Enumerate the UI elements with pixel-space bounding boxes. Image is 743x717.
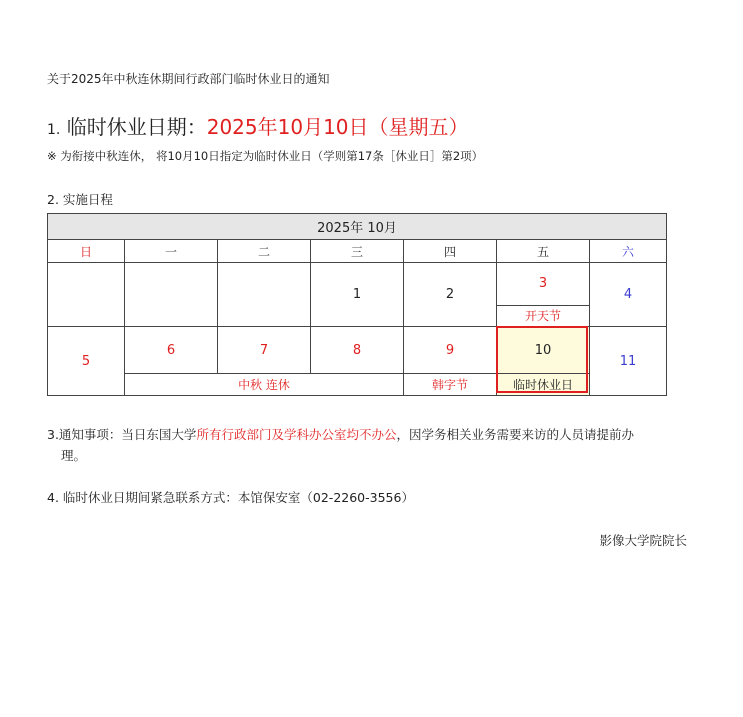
holiday-label-gaecheonjeol: 开天节 bbox=[497, 305, 590, 327]
temporary-closure-label: 临时休业日 bbox=[497, 374, 590, 396]
day-3: 3 bbox=[497, 263, 590, 305]
weekday-sun: 日 bbox=[48, 239, 125, 263]
holiday-label-chuseok: 中秋 连休 bbox=[125, 374, 404, 396]
notice-suffix: ，因学务相关业务需要来访的人员请提前办 bbox=[396, 427, 634, 442]
day-empty bbox=[218, 263, 311, 327]
notice-prefix: 3.通知事项：当日东国大学 bbox=[47, 427, 197, 442]
calendar-table bbox=[47, 213, 667, 396]
day-empty bbox=[125, 263, 218, 327]
weekday-fri: 五 bbox=[497, 239, 590, 263]
calendar-month-title: 2025年 10月 bbox=[48, 214, 667, 240]
weekday-tue: 二 bbox=[218, 239, 311, 263]
day-6: 6 bbox=[125, 327, 218, 374]
closure-date: 2025年10月10日（星期五） bbox=[206, 115, 469, 139]
document-title: 关于2025年中秋连休期间行政部门临时休业日的通知 bbox=[47, 72, 330, 86]
day-8: 8 bbox=[311, 327, 404, 374]
day-1: 1 bbox=[311, 263, 404, 327]
day-9: 9 bbox=[404, 327, 497, 374]
section-4-contact: 4. 临时休业日期间紧急联系方式：本馆保安室（02-2260-3556） bbox=[47, 490, 414, 505]
day-11: 11 bbox=[590, 327, 667, 396]
note-text: ※ 为衔接中秋连休， 将10月10日指定为临时休业日（学则第17条［休业日］第2项） bbox=[47, 149, 484, 163]
section-1-label: 临时休业日期： bbox=[66, 115, 207, 139]
weekday-thu: 四 bbox=[404, 239, 497, 263]
weekday-wed: 三 bbox=[311, 239, 404, 263]
signature: 影像大学院院长 bbox=[599, 533, 687, 548]
notice-highlight: 所有行政部门及学科办公室均不办公 bbox=[196, 427, 397, 442]
day-7: 7 bbox=[218, 327, 311, 374]
section-2-heading: 2. 实施日程 bbox=[47, 192, 113, 207]
weekday-sat: 六 bbox=[590, 239, 667, 263]
calendar bbox=[47, 213, 666, 396]
day-10: 10 bbox=[497, 327, 590, 374]
day-5: 5 bbox=[48, 327, 125, 396]
section-3-notice bbox=[47, 424, 697, 466]
holiday-label-hangul-day: 韩字节 bbox=[404, 374, 497, 396]
section-1-number: 1. bbox=[47, 122, 61, 138]
day-empty bbox=[48, 263, 125, 327]
day-4: 4 bbox=[590, 263, 667, 327]
day-2: 2 bbox=[404, 263, 497, 327]
notice-line2: 理。 bbox=[61, 448, 87, 463]
weekday-mon: 一 bbox=[125, 239, 218, 263]
section-1-heading bbox=[47, 111, 469, 140]
